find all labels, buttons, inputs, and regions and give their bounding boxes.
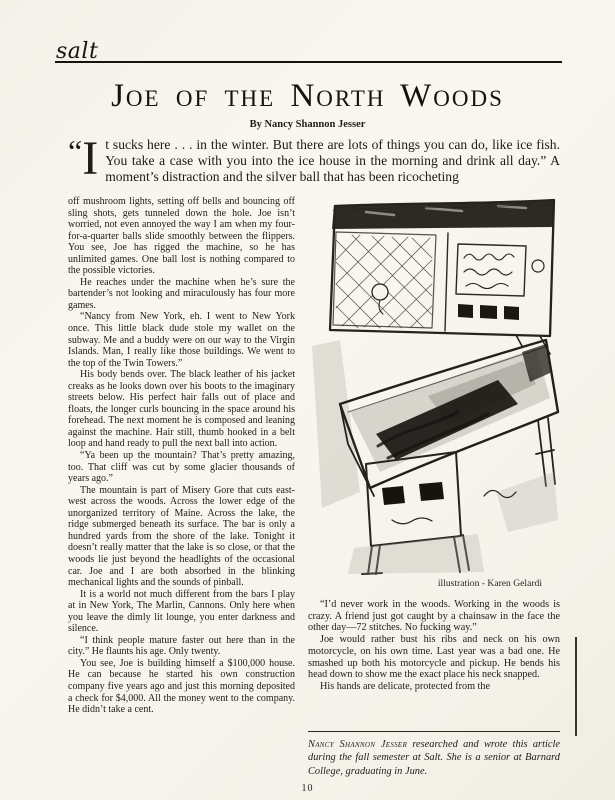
author-name: Nancy Shannon Jesser bbox=[308, 739, 408, 750]
paragraph: You see, Joe is building himself a $100,000 house. He can because he started his own construction company five years ago and just this morning deposited a check for $4,000. All the money went to the company. He didn’t take a cent. bbox=[68, 657, 295, 716]
drop-cap bbox=[68, 132, 99, 185]
illustration-caption: illustration - Karen Gelardi bbox=[437, 578, 542, 589]
paragraph: He reaches under the machine when he’s sure the bartender’s not looking and miraculously has four more games. bbox=[68, 276, 295, 311]
drop-cap-letter: I bbox=[82, 132, 99, 185]
margin-mark bbox=[575, 637, 577, 736]
paragraph: “I’d never work in the woods. Working in the woods is crazy. A friend just got caught by a chainsaw in the face the other day—72 stitches. No fucking way.” bbox=[308, 599, 560, 634]
paragraph: “I think people mature faster out here than in the city.” He flaunts his age. Only twenty. bbox=[68, 634, 295, 658]
masthead bbox=[55, 36, 562, 63]
bio-text: researched and wrote this article during the fall semester at Salt. She is a senior at Barnard College, graduating in June. bbox=[308, 739, 560, 777]
open-quote-glyph: “ bbox=[68, 133, 81, 169]
paragraph: It is a world not much different from the bars I play at in New York, The Marlin, Cannons. Only here when you leave the dimly lit lounge, you enter darkness and silence. bbox=[68, 588, 295, 635]
right-column bbox=[308, 196, 560, 693]
paragraph: The mountain is part of Misery Gore that cuts east-west across the woods. Across the lower edge of the unorganized territory of Maine. Across the lake, the ridge submerged beneath its surface. The bar is only a hundred yards from the shore of the lake. Tonight it doesn’t really matter that the lake is so close, or that the woods lie just beyond the headlights of the occasional car. Joe and I are both absorbed in the blinking mechanical lights and the sounds of pinball. bbox=[68, 484, 295, 589]
byline: By Nancy Shannon Jesser bbox=[249, 119, 366, 130]
paragraph: His hands are delicate, protected from the bbox=[320, 680, 491, 692]
paragraph: “Nancy from New York, eh. I went to New York once. This little black dude stole my wallet on the subway. Me and a buddy were on our way to the Virgin Islands. Man, I really like those buildings. We went to the top of the Twin Towers.” bbox=[68, 311, 295, 369]
author-bio bbox=[308, 731, 560, 778]
pinball-sketch-svg bbox=[308, 196, 560, 576]
lede bbox=[68, 132, 560, 185]
article-title: Joe of the North Woods bbox=[111, 78, 504, 114]
pinball-illustration bbox=[308, 196, 560, 576]
paragraph: “Ya been up the mountain? That’s pretty amazing, too. That cliff was cut by some glacier thousands of years ago.” bbox=[68, 450, 295, 485]
lede-text: t sucks here . . . in the winter. But there are lots of things you can do, like ice fish. You take a case with you into the ice house in the morning and drink all day.” A moment’s distraction and the silver ball that has been ricocheting bbox=[105, 137, 560, 184]
right-column-text bbox=[308, 599, 560, 693]
magazine-name: salt bbox=[56, 39, 99, 64]
paragraph: His body bends over. The black leather of his jacket creaks as he looks down over his boots to the imaginary streets below. His perfect hair falls out of place and floats, the longer curls bouncing in the space around his forehead. The next moment he is composed and leaning against the machine. Hair still, thumb hooked in a belt loop and hand ready to pull the next ball into action. bbox=[68, 369, 295, 450]
article-body bbox=[68, 196, 560, 716]
left-column bbox=[68, 196, 295, 716]
paragraph: off mushroom lights, setting off bells and bouncing off sling shots, gets tunneled down the hole. Joe isn’t worried, not even annoyed the way I am when my four-for-a-quarter balls slide smoothly between the flippers. You see, Joe has rigged the machine, so he has unlimited games. One ball lost is nothing compared to the possible victories. bbox=[68, 196, 295, 277]
paragraph: Joe would rather bust his ribs and neck on his own motorcycle, on his own time. Last year was a bad one. He smashed up both his motorcycle and pickup. He bends his head down to show me the exact place his neck snapped. bbox=[308, 634, 560, 681]
page-number: 10 bbox=[301, 783, 314, 794]
